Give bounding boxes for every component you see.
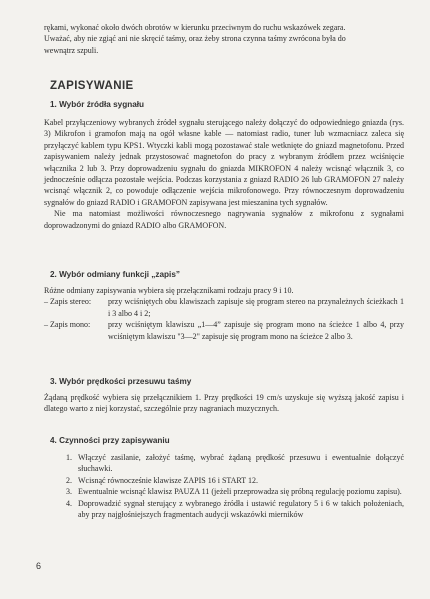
mono-label: – Zapis mono:: [44, 320, 91, 330]
page-number: 6: [36, 561, 42, 571]
list-item: [66, 498, 404, 521]
intro-line-3: wewnątrz szpuli.: [44, 45, 99, 55]
record-mode-text: [44, 285, 404, 342]
list-item-text: Wcisnąć równocześnie klawisze ZAPIS 16 i START 12.: [78, 475, 259, 485]
stereo-label: – Zapis stereo:: [44, 297, 92, 307]
mono-row: [44, 319, 404, 342]
section-title: ZAPISYWANIE: [50, 80, 134, 92]
heading-recording-steps: 4. Czynności przy zapisywaniu: [50, 436, 170, 445]
list-item-number: 3.: [66, 487, 72, 497]
recording-steps-list: [66, 452, 404, 520]
list-item-number: 2.: [66, 475, 72, 485]
record-mode-intro: Różne odmiany zapisywania wybiera się przełącznikami rodzaju pracy 9 i 10.: [44, 286, 294, 295]
list-item: [66, 486, 404, 497]
signal-source-paragraph-1: Kabel przyłączeniowy wybranych źródeł sygnału sterującego należy dołączyć do odpowiedniego gniazda (rys. 3) Mikrofon i gramofon mają na ogół własne kable — natomiast radio, tuner lub wzmacniacz zaleca się przyłączyć kablem typu KPS1. Wtyczki kabli mogą pozostawać stale wetknięte do gniazd magnetofonu. Przed zapisywaniem należy jednak przystosować magnetofon do pracy z wybranym źródłem przez wciśnięcie włącznika 2 lub 3. Przy doprowadzeniu sygnału do gniazda MIKROFON 4 należy wcisnąć włącznik 3, co jednocześnie odłącza pozostałe wejścia. Podczas korzystania z gniazd RADIO 26 lub GRAMOFON 27 należy wcisnąć włącznik 2, co powoduje odłączenie wejścia mikrofonowego. Przy równoczesnym doprowadzeniu sygnałów do gniazd RADIO i GRAMOFON zapisywana jest mieszanina tych sygnałów.: [44, 118, 404, 207]
signal-source-paragraph-2: Nie ma natomiast możliwości równoczesnego nagrywania sygnałów z mikrofonu z sygnałami doprowadzonymi do gniazd RADIO albo GRAMOFON.: [44, 209, 404, 230]
heading-signal-source: 1. Wybór źródła sygnału: [50, 100, 145, 109]
stereo-text: przy wciśniętych obu klawiszach zapisuje się program stereo na przynależnych ścieżkach 1 i 3 albo 4 i 2;: [108, 297, 404, 318]
stereo-row: [44, 296, 404, 319]
intro-paragraph: [44, 22, 404, 56]
list-item-text: Doprowadzić sygnał sterujący z wybranego źródła i ustawić regulatory 5 i 6 w takich położeniach, aby przy najgłośniejszych fragmentach audycji wskazówki mierników: [78, 498, 404, 520]
heading-tape-speed: 3. Wybór prędkości przesuwu taśmy: [50, 377, 192, 386]
signal-source-text: [44, 117, 404, 231]
list-item-number: 1.: [66, 453, 72, 462]
list-item-text: Włączyć zasilanie, założyć taśmę, wybrać żądaną prędkość przesuwu i ewentualnie dołączyć słuchawki.: [78, 453, 404, 474]
intro-line-2: Uważać, aby nie zgiąć ani nie skręcić taśmy, oraz żeby strona czynna taśmy zwrócona była do: [44, 34, 346, 44]
tape-speed-text: [44, 392, 404, 415]
intro-line-1: rękami, wykonać około dwóch obrotów w kierunku przeciwnym do ruchu wskazówek zegara.: [44, 23, 346, 32]
list-item: [66, 452, 404, 475]
mono-text: przy wciśniętym klawiszu „1—4” zapisuje się program mono na ścieżce 1 albo 4, przy wciśniętym klawiszu "3—2" zapisuje się program mono na ścieżce 2 albo 3.: [108, 320, 404, 341]
list-item-number: 4.: [66, 498, 72, 508]
tape-speed-paragraph: Żądaną prędkość wybiera się przełącznikiem 1. Przy prędkości 19 cm/s uzyskuje się wyższą jakość zapisu i dlatego warto z niej korzystać, szczególnie przy nagraniach muzycznych.: [44, 393, 404, 414]
heading-record-mode: 2. Wybór odmiany funkcji „zapis”: [50, 270, 180, 279]
list-item-text: Ewentualnie wcisnąć klawisz PAUZA 11 (jeżeli przeprowadza się próbną regulację poziomu zapisu).: [78, 487, 402, 497]
list-item: [66, 475, 404, 486]
